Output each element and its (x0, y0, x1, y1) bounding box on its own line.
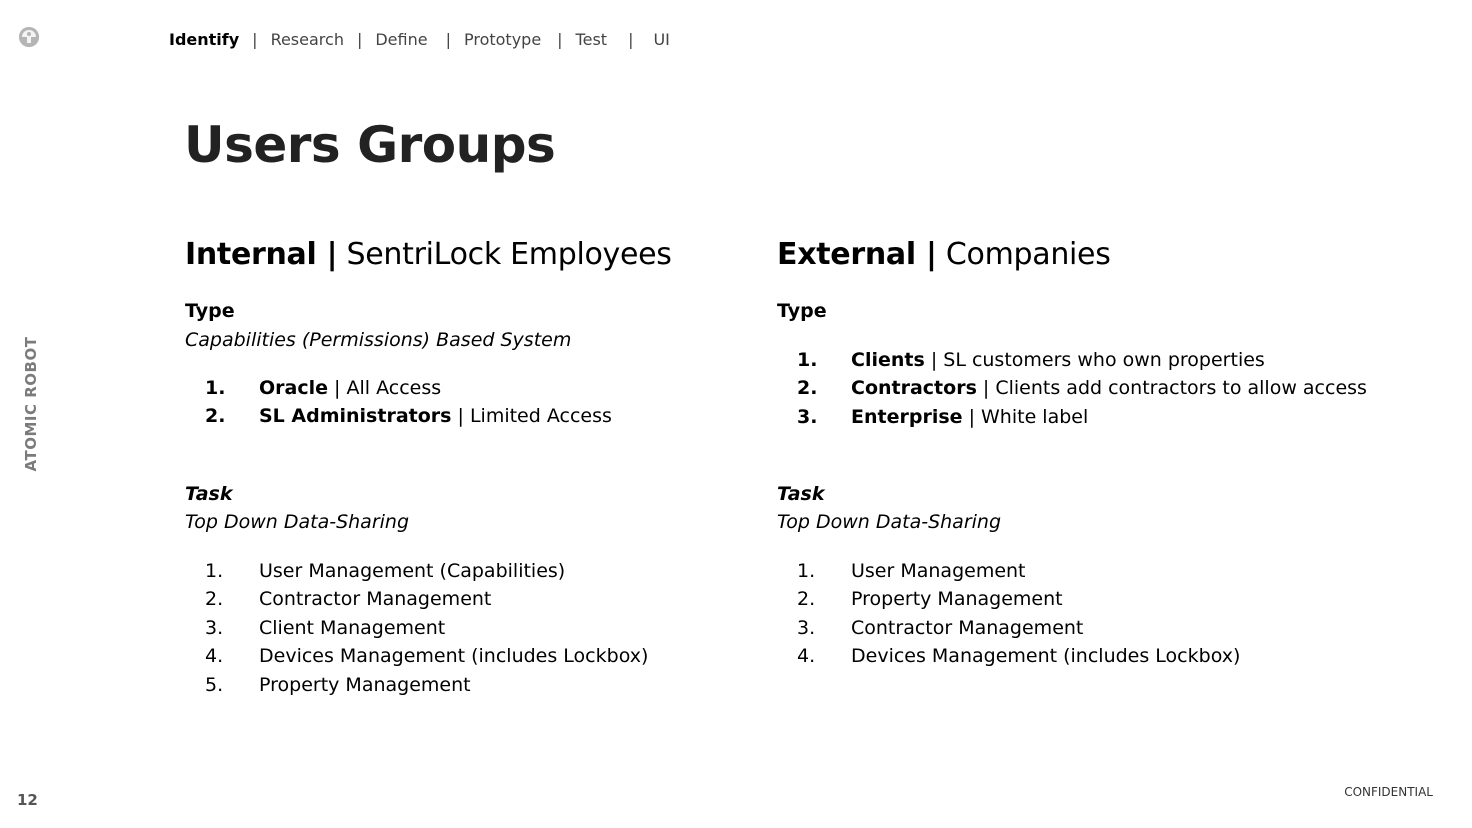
list-text (851, 403, 1088, 431)
list-key: Oracle (259, 377, 329, 399)
list-key: Enterprise (851, 405, 963, 428)
external-title-light: Companies (936, 237, 1111, 272)
external-title-strong: External | (777, 237, 937, 272)
list-rest: | Clients add contractors to allow access (976, 377, 1367, 400)
internal-type-subtitle: Capabilities (Permissions) Based System (185, 329, 572, 351)
list-number: 1. (797, 349, 818, 371)
list-rest: | SL customers who own properties (924, 349, 1265, 371)
nav-item-define[interactable]: Define (375, 29, 428, 49)
internal-title-strong: Internal | (185, 237, 338, 272)
internal-task-subtitle: Top Down Data-Sharing (185, 511, 410, 533)
list-number: 2. (205, 588, 224, 611)
list-number: 3. (797, 616, 816, 639)
page-title: Users Groups (184, 116, 556, 174)
list-text: Contractor Management (259, 588, 492, 611)
list-text: Contractor Management (851, 616, 1084, 639)
internal-group-column (185, 236, 755, 696)
list-number: 1. (205, 560, 224, 582)
list-key: SL Administrators (259, 405, 452, 428)
list-rest: | Limited Access (451, 405, 612, 428)
list-text: User Management (Capabilities) (259, 560, 566, 582)
confidential-label: CONFIDENTIAL (1344, 785, 1433, 799)
list-key: Contractors (851, 377, 977, 400)
page-number: 12 (17, 791, 38, 809)
nav-separator: | (252, 29, 258, 49)
external-group-title (777, 236, 1347, 274)
nav-item-identify[interactable]: Identify (169, 29, 240, 49)
list-rest: | All Access (328, 377, 442, 399)
list-text (259, 374, 441, 402)
external-task-subtitle: Top Down Data-Sharing (777, 511, 1002, 533)
nav-item-prototype[interactable]: Prototype (463, 29, 542, 49)
list-number: 3. (205, 616, 224, 639)
brand-vertical-label: ATOMIC ROBOT (22, 336, 40, 472)
internal-title-light: SentriLock Employees (337, 237, 672, 272)
atomic-robot-logo-icon (19, 27, 39, 47)
list-number: 1. (797, 560, 816, 582)
internal-task-label: Task (185, 483, 233, 505)
list-text: Property Management (851, 588, 1063, 611)
list-number: 2. (797, 377, 818, 400)
nav-separator: | (445, 29, 451, 49)
list-text: User Management (851, 560, 1026, 582)
list-key: Clients (851, 349, 925, 371)
list-text: Client Management (259, 616, 446, 639)
section-nav (169, 28, 670, 50)
list-number: 3. (797, 405, 818, 428)
list-rest: | White label (962, 405, 1089, 428)
nav-item-test[interactable]: Test (575, 29, 608, 49)
list-number: 2. (797, 588, 816, 611)
list-number: 4. (797, 645, 816, 668)
nav-separator: | (557, 29, 563, 49)
list-number: 2. (205, 405, 226, 428)
list-text (851, 346, 1265, 374)
list-text: Property Management (259, 673, 471, 696)
external-type-label: Type (777, 300, 827, 322)
nav-separator: | (356, 29, 363, 49)
external-task-label: Task (777, 483, 825, 505)
internal-group-title (185, 236, 755, 274)
nav-separator: | (628, 29, 634, 49)
list-number: 5. (205, 673, 224, 696)
nav-item-ui[interactable]: UI (653, 29, 670, 49)
list-text: Devices Management (includes Lockbox) (259, 645, 649, 668)
list-text: Devices Management (includes Lockbox) (851, 645, 1241, 668)
list-text (851, 374, 1367, 402)
nav-item-research[interactable]: Research (270, 29, 344, 49)
list-text (259, 402, 612, 430)
internal-type-label: Type (185, 300, 235, 322)
list-number: 1. (205, 377, 226, 399)
external-group-column (777, 236, 1367, 668)
list-number: 4. (205, 645, 224, 668)
